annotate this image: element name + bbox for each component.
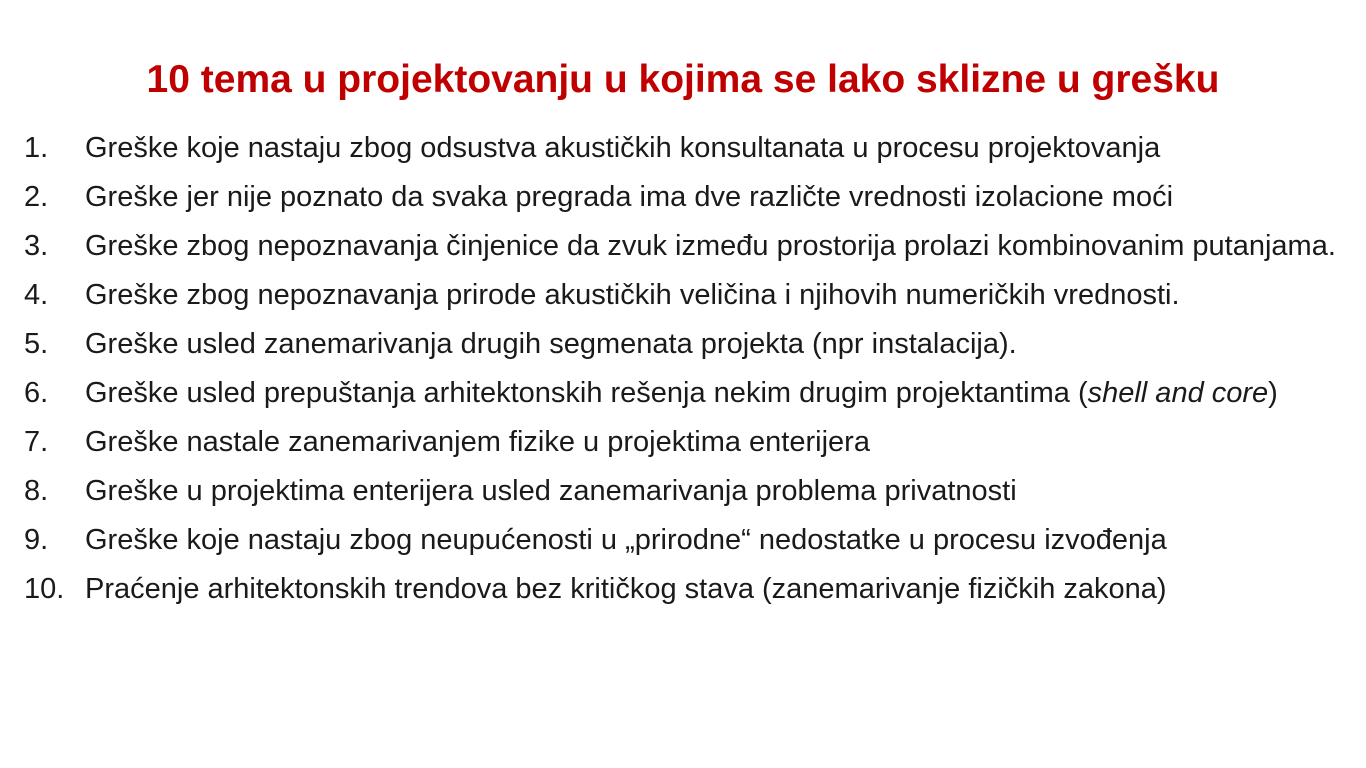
item-text-wrapper (85, 372, 1346, 414)
list-item (0, 568, 1366, 610)
item-text: Greške usled zanemarivanja drugih segmenata projekta (npr instalacija). (85, 328, 1017, 360)
slide-title: 10 tema u projektovanju u kojima se lako sklizne u grešku (146, 58, 1220, 101)
list-item (0, 470, 1366, 512)
item-text: Greške zbog nepoznavanja prirode akustičkih veličina i njihovih numeričkih vrednosti. (85, 279, 1180, 311)
item-number: 7. (24, 426, 49, 458)
list-item (0, 519, 1366, 561)
item-text: Greške u projektima enterijera usled zanemarivanja problema privatnosti (85, 475, 1017, 507)
item-text: Greške usled prepuštanja arhitektonskih rešenja nekim drugim projektantima ( (85, 377, 1088, 409)
list-item (0, 225, 1366, 267)
list-item (0, 323, 1366, 365)
topic-list (0, 127, 1366, 617)
item-number: 1. (24, 132, 49, 164)
item-number: 10. (24, 573, 65, 605)
list-item (0, 176, 1366, 218)
item-text-italic: shell and core (1087, 377, 1269, 409)
item-text-suffix: ) (1268, 377, 1278, 409)
item-number: 4. (24, 279, 49, 311)
item-text: Greške jer nije poznato da svaka pregrada ima dve različte vrednosti izolacione moći (85, 181, 1174, 213)
item-text: Greške koje nastaju zbog neupućenosti u „prirodne“ nedostatke u procesu izvođenja (85, 524, 1167, 556)
list-item (0, 274, 1366, 316)
item-text: Greške zbog nepoznavanja činjenice da zvuk između prostorija prolazi kombinovanim putanjama. (85, 230, 1336, 262)
list-item (0, 372, 1366, 414)
item-number: 6. (24, 377, 49, 409)
item-text: Greške koje nastaju zbog odsustva akustičkih konsultanata u procesu projektovanja (85, 132, 1161, 164)
item-number: 2. (24, 181, 49, 213)
list-item (0, 421, 1366, 463)
item-text: Praćenje arhitektonskih trendova bez kritičkog stava (zanemarivanje fizičkih zakona) (85, 573, 1167, 605)
item-text: Greške nastale zanemarivanjem fizike u projektima enterijera (85, 426, 870, 458)
item-number: 8. (24, 475, 49, 507)
item-number: 3. (24, 230, 49, 262)
list-item (0, 127, 1366, 169)
item-number: 9. (24, 524, 49, 556)
item-number: 5. (24, 328, 49, 360)
